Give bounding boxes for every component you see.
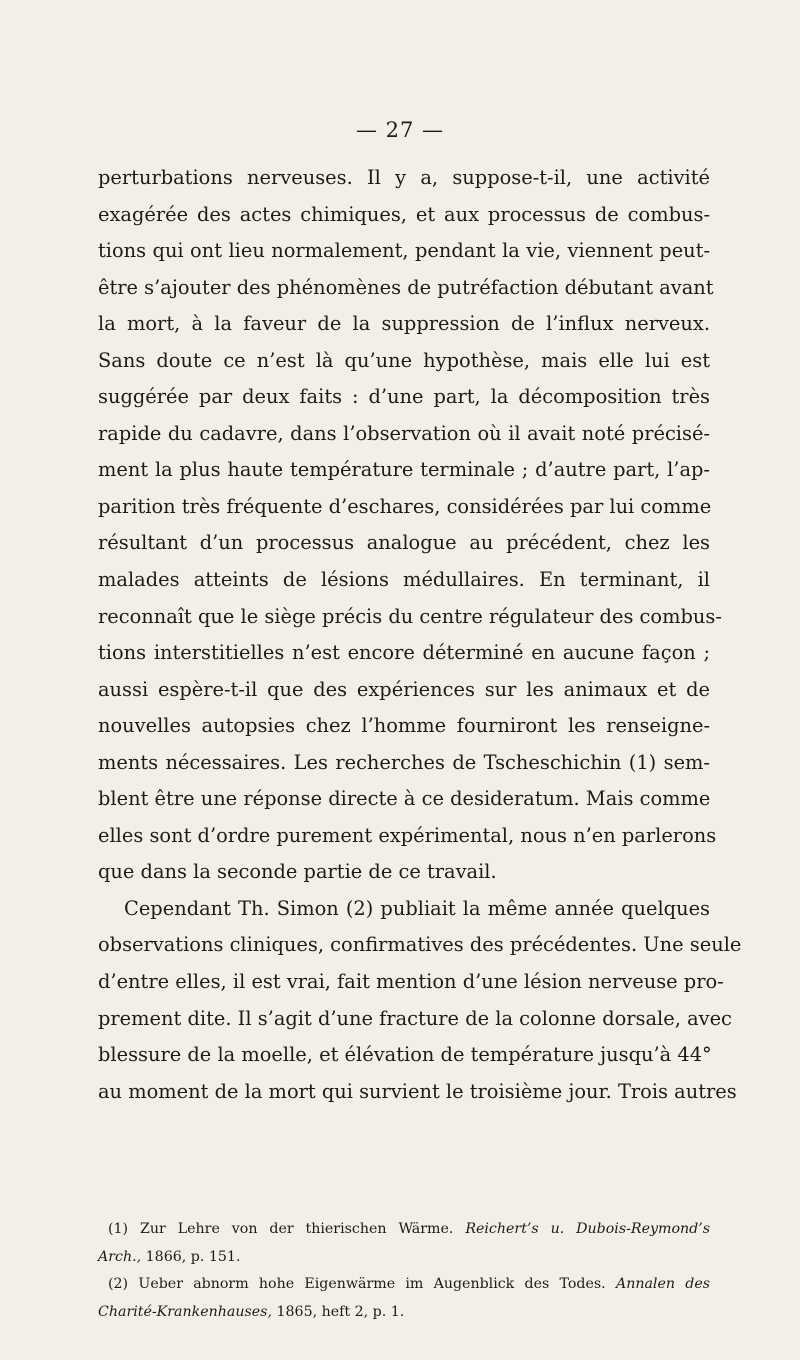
text-line: reconnaît que le siège précis du centre régulateur des combus- [98, 604, 722, 628]
footnote-line [98, 1271, 710, 1299]
text-line: au moment de la mort qui survient le troisième jour. Trois autres [98, 1079, 737, 1103]
paragraph-1 [98, 160, 722, 891]
text-line: Sans doute ce n’est là qu’une hypothèse, mais elle lui est [98, 348, 710, 372]
text-line: aussi espère-t-il que des expériences sur les animaux et de [98, 677, 710, 701]
footnote-italic: Reichert’s u. Dubois-Reymond’s [465, 1221, 710, 1237]
text-line: prement dite. Il s’agit d’une fracture de la colonne dorsale, avec [98, 1006, 732, 1030]
footnote-text: Zur Lehre von der thierischen Wärme. [140, 1221, 454, 1237]
footnotes [98, 1216, 710, 1326]
text-line: perturbations nerveuses. Il y a, suppose-t-il, une activité [98, 166, 710, 189]
text-line: observations cliniques, confirmatives des précédentes. Une seule [98, 933, 742, 957]
text-line: résultant d’un processus analogue au précédent, chez les [98, 531, 710, 555]
text-line: Cependant Th. Simon (2) publiait la même année quelques [124, 896, 710, 920]
footnote-text: 1865, heft 2, p. 1. [276, 1303, 405, 1320]
text-line: exagérée des actes chimiques, et aux processus de combus- [98, 202, 710, 226]
text-line: que dans la seconde partie de ce travail. [98, 860, 497, 884]
paragraph-2 [98, 891, 742, 1110]
footnote-italic: Charité-Krankenhauses, [98, 1303, 272, 1320]
text-line: blent être une réponse directe à ce desideratum. Mais comme [98, 787, 711, 811]
text-line: malades atteints de lésions médullaires. En terminant, il [98, 568, 710, 592]
text-line: ment la plus haute température terminale ; d’autre part, l’ap- [98, 458, 710, 482]
text-line: nouvelles autopsies chez l’homme fourniront les renseigne- [98, 714, 710, 738]
text-line: parition très fréquente d’eschares, considérées par lui comme [98, 494, 712, 518]
footnote-marker: (1) [108, 1221, 129, 1237]
footnote-line [98, 1216, 710, 1244]
footnote-text: 1866, p. 151. [145, 1248, 241, 1265]
footnote-1 [98, 1216, 710, 1271]
text-line: d’entre elles, il est vrai, fait mention d’une lésion nerveuse pro- [98, 970, 724, 994]
text-line: blessure de la moelle, et élévation de température jusqu’à 44° [98, 1043, 712, 1067]
page-number: — 27 — [355, 118, 445, 142]
text-line: tions interstitielles n’est encore déterminé en aucune façon ; [98, 641, 710, 665]
text-line: être s’ajouter des phénomènes de putréfaction débutant avant [98, 275, 714, 299]
text-line: tions qui ont lieu normalement, pendant la vie, viennent peut- [98, 239, 710, 263]
text-line: ments nécessaires. Les recherches de Tscheschichin (1) sem- [98, 750, 710, 774]
text-line: la mort, à la faveur de la suppression de l’influx nerveux. [98, 312, 710, 336]
text-line: suggérée par deux faits : d’une part, la décomposition très [98, 385, 710, 409]
body-text [98, 160, 742, 1110]
footnote-italic: Annalen des [615, 1276, 711, 1293]
footnote-line [98, 1299, 710, 1327]
text-line: rapide du cadavre, dans l’observation où il avait noté précisé- [98, 421, 710, 445]
text-line: elles sont d’ordre purement expérimental, nous n’en parlerons [98, 823, 717, 847]
footnote-text: Ueber abnorm hohe Eigenwärme im Augenblick des Todes. [138, 1276, 606, 1293]
footnote-marker: (2) [108, 1276, 129, 1293]
footnote-italic: Arch., [98, 1248, 142, 1265]
footnote-2 [98, 1271, 710, 1326]
footnote-line [98, 1244, 710, 1272]
